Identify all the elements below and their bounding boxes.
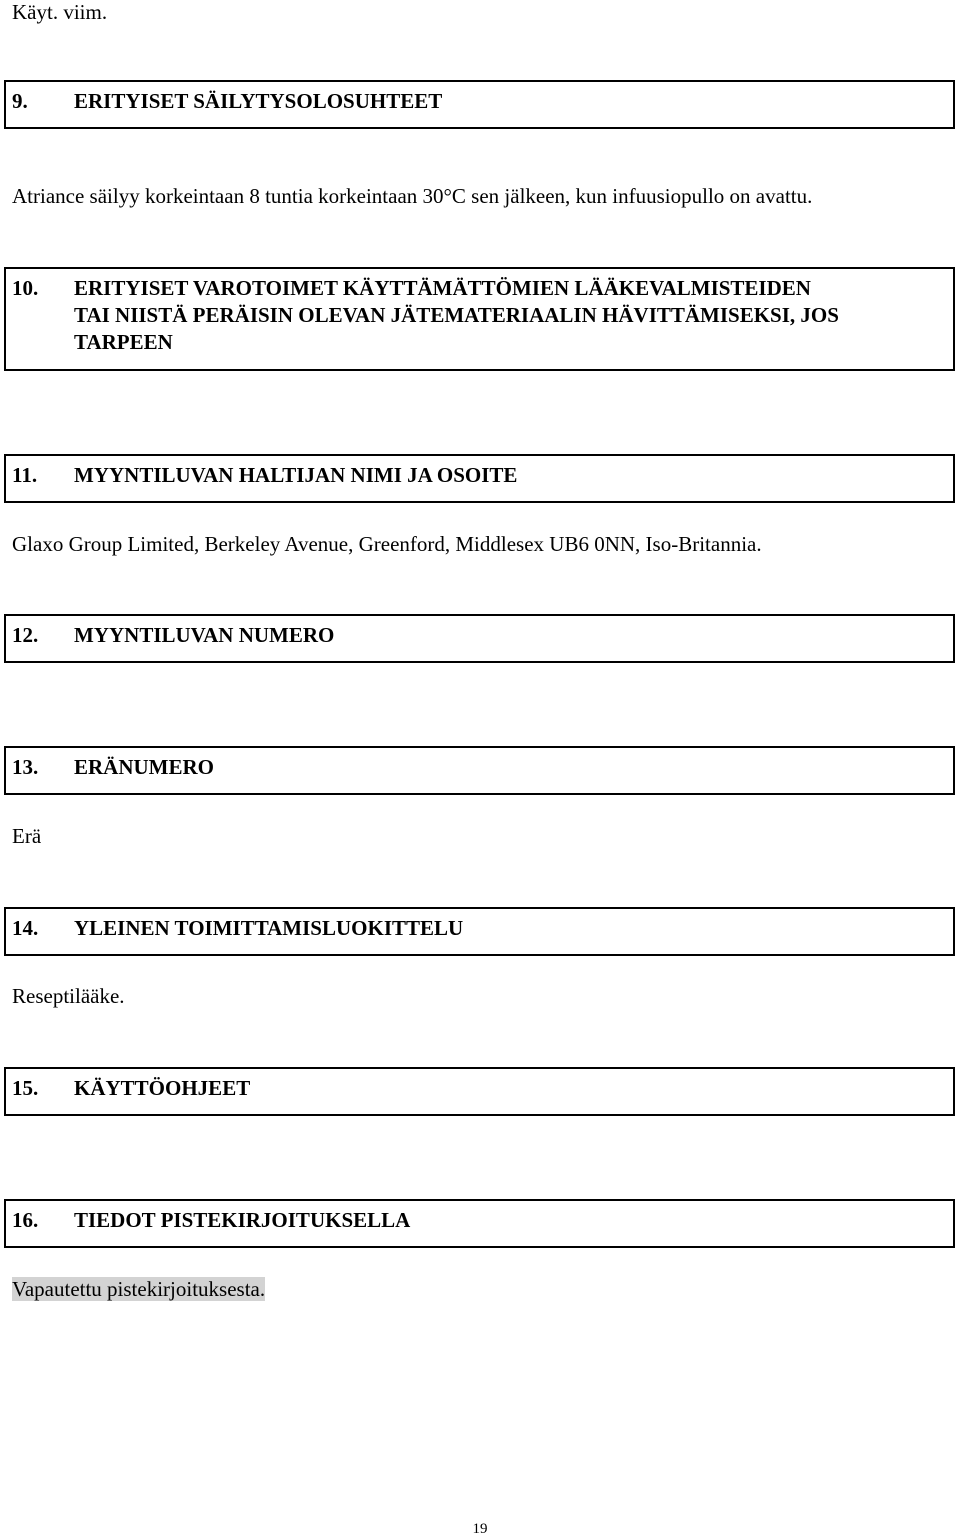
section-13-header — [4, 746, 955, 795]
section-16-body — [12, 1277, 265, 1301]
section-12-title: MYYNTILUVAN NUMERO — [74, 623, 335, 647]
section-9-header — [4, 80, 955, 129]
section-16-number: 16. — [12, 1208, 39, 1232]
section-13-body: Erä — [12, 824, 42, 848]
section-12-header — [4, 614, 955, 663]
section-15-header — [4, 1067, 955, 1116]
section-13-number: 13. — [12, 755, 39, 779]
section-11-title: MYYNTILUVAN HALTIJAN NIMI JA OSOITE — [74, 463, 518, 487]
section-12-number: 12. — [12, 623, 39, 647]
section-14-title: YLEINEN TOIMITTAMISLUOKITTELU — [74, 916, 464, 940]
section-9-title: ERITYISET SÄILYTYSOLOSUHTEET — [74, 89, 443, 113]
section-15-number: 15. — [12, 1076, 39, 1100]
section-10-title-line-3: TARPEEN — [74, 330, 173, 354]
section-14-body: Reseptilääke. — [12, 984, 125, 1008]
section-9-number: 9. — [12, 89, 28, 113]
section-11-number: 11. — [12, 463, 38, 487]
page-number: 19 — [472, 1521, 488, 1537]
section-14-number: 14. — [12, 916, 39, 940]
section-13-title: ERÄNUMERO — [74, 755, 214, 779]
section-10-title-line-2: TAI NIISTÄ PERÄISIN OLEVAN JÄTEMATERIAALIN HÄVITTÄMISEKSI, JOS — [74, 303, 839, 327]
section-11-body: Glaxo Group Limited, Berkeley Avenue, Greenford, Middlesex UB6 0NN, Iso-Britannia. — [12, 532, 762, 556]
section-16-header — [4, 1199, 955, 1248]
expiry-label: Käyt. viim. — [12, 0, 108, 24]
section-10-header — [4, 267, 955, 371]
braille-exemption-text: Vapautettu pistekirjoituksesta. — [12, 1277, 266, 1301]
section-10-number: 10. — [12, 276, 39, 300]
section-10-title-line-1: ERITYISET VAROTOIMET KÄYTTÄMÄTTÖMIEN LÄÄKEVALMISTEIDEN — [74, 276, 811, 300]
section-15-title: KÄYTTÖOHJEET — [74, 1076, 251, 1100]
section-11-header — [4, 454, 955, 503]
section-14-header — [4, 907, 955, 956]
section-9-body: Atriance säilyy korkeintaan 8 tuntia korkeintaan 30°C sen jälkeen, kun infuusiopullo on avattu. — [12, 184, 813, 208]
section-16-title: TIEDOT PISTEKIRJOITUKSELLA — [74, 1208, 411, 1232]
